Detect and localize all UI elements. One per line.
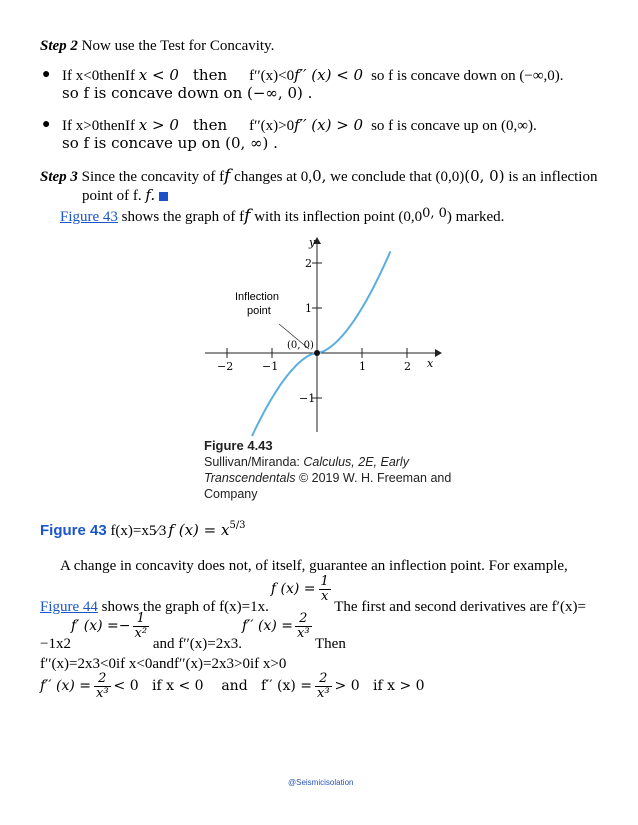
para-line5-mid: < 0 if x < 0 and f′′ (x) = bbox=[113, 677, 312, 694]
bullet-1-plain: If x<0thenIf bbox=[62, 68, 139, 84]
para-line1: A change in concavity does not, of itself, guarantee an inflection point. For example, bbox=[60, 558, 568, 574]
annotation-line2: point bbox=[247, 305, 271, 317]
fraction-denominator: x³ bbox=[317, 686, 330, 701]
step3-text-c: we conclude that (0,0) bbox=[326, 169, 465, 185]
step3-text-d: is an inflection bbox=[504, 169, 598, 185]
step3-line2-math: f. bbox=[145, 186, 156, 204]
para-line3-math2-lhs: f′′ (x) = bbox=[241, 617, 293, 634]
bullet-1-line1 bbox=[62, 66, 564, 85]
para-line5 bbox=[40, 672, 425, 701]
annotation-line1: Inflection bbox=[235, 291, 280, 303]
bullet-2 bbox=[42, 116, 50, 133]
para-line2-fraction bbox=[319, 575, 331, 604]
para-line5-end: > 0 if x > 0 bbox=[334, 677, 425, 694]
step3-line3-text-c: ) marked. bbox=[446, 209, 505, 225]
x-tick-label: 1 bbox=[359, 360, 366, 373]
step2-text: Now use the Test for Concavity. bbox=[77, 38, 275, 54]
step3-line3-text-b: with its inflection point (0,0 bbox=[250, 209, 423, 225]
para-line3-text-c: Then bbox=[311, 635, 346, 652]
para-line3-math-lhs: f′ (x) =− bbox=[70, 617, 131, 634]
step2-heading bbox=[40, 38, 274, 55]
y-tick-label: 1 bbox=[305, 302, 312, 315]
figure-43-caption bbox=[40, 520, 246, 540]
figure-4-43-graph bbox=[195, 232, 445, 442]
bullet-2-f2: f′′(x)>0 bbox=[249, 118, 295, 134]
function-curve bbox=[252, 251, 390, 436]
bullet-2-line1 bbox=[62, 116, 537, 135]
point-label: (0, 0) bbox=[287, 340, 314, 351]
x-axis-label: x bbox=[427, 357, 434, 370]
fraction-numerator: 2 bbox=[315, 672, 332, 687]
step3-line3-text-a: shows the graph of f bbox=[117, 209, 245, 225]
step3-line3 bbox=[60, 206, 504, 226]
inflection-point-marker bbox=[314, 350, 320, 356]
step3-math-f: f bbox=[224, 166, 231, 186]
figure-43-link[interactable]: Figure 43 bbox=[60, 209, 118, 225]
para-line2 bbox=[40, 575, 586, 615]
bullet-1-cond-math: x < 0 bbox=[138, 66, 179, 84]
fraction-numerator: 2 bbox=[94, 672, 111, 687]
figure-44-link[interactable]: Figure 44 bbox=[40, 598, 98, 615]
bullet-1-f2: f′′(x)<0 bbox=[249, 68, 295, 84]
para-line3-text-b: and f′′(x)=2x3. bbox=[149, 635, 242, 652]
figure-credit-title: Figure 4.43 bbox=[204, 438, 273, 453]
bullet-1-then: then bbox=[192, 66, 228, 84]
bullet-dot-icon: ● bbox=[42, 67, 51, 82]
para-line3 bbox=[40, 612, 346, 652]
figure-43-math: f (x) = x bbox=[168, 521, 230, 539]
step3-text-b: changes at 0, bbox=[230, 169, 313, 185]
para-line2-text-b: The first and second derivatives are f′(x)= bbox=[330, 598, 586, 615]
figure-credit-publisher: Company bbox=[204, 487, 258, 501]
bullet-1-f2-math: f′′ (x) < 0 bbox=[294, 66, 364, 84]
figure-43-label: Figure 43 bbox=[40, 522, 107, 539]
bullet-1-line2: so f is concave down on (−∞, 0) . bbox=[62, 84, 313, 102]
x-tick-label: −1 bbox=[262, 360, 279, 373]
y-tick-label: −1 bbox=[299, 392, 316, 405]
figure-credit-book: Calculus, 2E, Early bbox=[303, 455, 409, 469]
para-line5-lhs: f′′ (x) = bbox=[40, 677, 91, 694]
para-line2-text-a: shows the graph of f(x)=1x. bbox=[97, 598, 269, 615]
step3-math-0: 0, bbox=[312, 167, 327, 185]
figure-43-text: f(x)=x5⁄3 bbox=[106, 523, 167, 539]
x-tick-label: −2 bbox=[217, 360, 234, 373]
bullet-2-conclusion: so f is concave up on (0,∞). bbox=[371, 118, 537, 134]
figure-credit-book2: Transcendentals bbox=[204, 471, 296, 485]
step3-text-a: Since the concavity of f bbox=[77, 169, 225, 185]
step3-label: Step 3 bbox=[40, 169, 78, 185]
step3-line2 bbox=[82, 186, 168, 205]
bullet-2-f2-math: f′′ (x) > 0 bbox=[294, 116, 364, 134]
bullet-2-cond-math: x > 0 bbox=[138, 116, 179, 134]
fraction-denominator: x³ bbox=[296, 626, 310, 641]
para-line5-fraction bbox=[94, 672, 111, 701]
bullet-2-plain: If x>0thenIf bbox=[62, 118, 139, 134]
step2-label: Step 2 bbox=[40, 38, 78, 54]
bullet-dot-icon: ● bbox=[42, 117, 51, 132]
bullet-2-then: then bbox=[192, 116, 228, 134]
fraction-numerator: 1 bbox=[320, 574, 329, 589]
step3-line3-math: f bbox=[244, 206, 251, 226]
para-line3-text-a: −1x2 bbox=[40, 635, 71, 652]
para-line5-fraction2 bbox=[315, 672, 332, 701]
fraction-denominator: x bbox=[320, 589, 329, 604]
para-line2-math-lhs: f (x) = bbox=[270, 580, 316, 597]
bullet-1 bbox=[42, 66, 50, 83]
step3-line3-math2: 0, 0 bbox=[422, 206, 447, 221]
figure-43-math-exp: 5/3 bbox=[229, 520, 246, 531]
fraction-numerator: 2 bbox=[295, 612, 312, 627]
bullet-1-conclusion: so f is concave down on (−∞,0). bbox=[371, 68, 564, 84]
footer-watermark: @Seismicisolation bbox=[288, 778, 354, 787]
para-line3-fraction2 bbox=[295, 612, 312, 641]
step3-line2-text: point of f. bbox=[82, 188, 146, 204]
figure-credit bbox=[204, 438, 451, 502]
y-axis-label: y bbox=[309, 236, 316, 249]
x-tick-label: 2 bbox=[404, 360, 411, 373]
figure-credit-authors: Sullivan/Miranda: bbox=[204, 455, 304, 469]
fraction-denominator: x³ bbox=[96, 686, 109, 701]
step3-line1 bbox=[40, 166, 597, 186]
x-axis-arrow-icon bbox=[435, 349, 442, 357]
figure-credit-copyright: © 2019 W. H. Freeman and bbox=[295, 471, 452, 485]
fraction-numerator: 1 bbox=[133, 612, 150, 627]
bullet-2-line2: so f is concave up on (0, ∞) . bbox=[62, 134, 278, 152]
y-tick-label: 2 bbox=[305, 257, 312, 270]
step3-math-00: (0, 0) bbox=[464, 167, 505, 185]
end-of-proof-icon bbox=[159, 192, 168, 201]
para-line3-fraction bbox=[133, 612, 150, 641]
fraction-denominator: x² bbox=[134, 626, 148, 641]
para-line4: f′′(x)=2x3<0if x<0andf′′(x)=2x3>0if x>0 bbox=[40, 656, 287, 672]
